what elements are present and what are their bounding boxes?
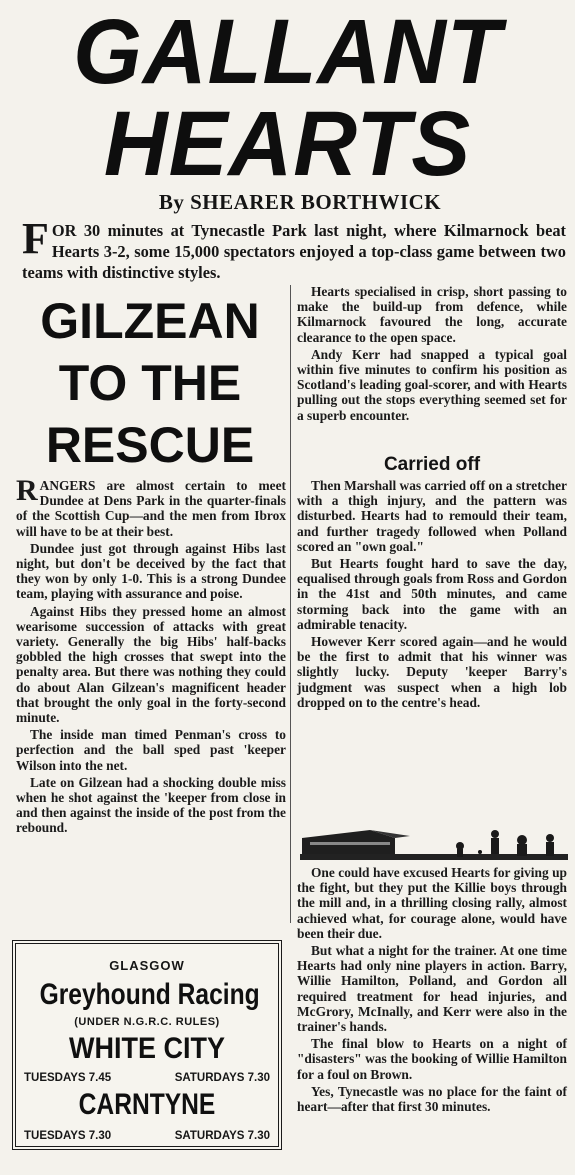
hearts-paragraph: Yes, Tynecastle was no place for the faint of heart—after that first 30 minutes. xyxy=(297,1083,567,1115)
hearts-paragraph: However Kerr scored again—and he would be the first to admit that his winner was slightly lucky. Deputy 'keeper Barry's judgment was suspect when a high lob dropped on to the centre's head. xyxy=(297,634,567,710)
hearts-article-bottom xyxy=(297,865,567,1116)
gilzean-headline-1: GILZEAN xyxy=(40,293,260,349)
gilzean-paragraph: The inside man timed Penman's cross to perfection and the ball sped past 'keeper Wilson into the net. xyxy=(16,727,286,773)
intro-paragraph xyxy=(22,214,566,283)
hearts-paragraph: Then Marshall was carried off on a stretcher with a thigh injury, and the pattern was disturbed. Hearts had to remould their team, and further tragedy followed when Polland scored an "own goal." xyxy=(297,478,567,554)
column-divider xyxy=(290,285,291,923)
ad-title: Greyhound Racing xyxy=(39,978,260,1011)
headline-line-1: GALLANT xyxy=(73,1,502,103)
hearts-paragraph: Hearts specialised in crisp, short passing to make the build-up from defence, while Kilmarnock favoured the long, accurate clearance to the open space. xyxy=(297,284,567,345)
ad-venue2-saturday: SATURDAYS 7.30 xyxy=(174,1130,270,1142)
intro-dropcap: F xyxy=(22,214,49,263)
ad-city: GLASGOW xyxy=(109,958,185,973)
hearts-paragraph: One could have excused Hearts for giving up the fight, but they put the Killie boys through the mill and, in a thrilling closing rally, almost achieved what, for courage alone, would have been their due. xyxy=(297,865,567,941)
carried-off-subhead: Carried off xyxy=(383,454,481,475)
ad-venue-white-city: WHITE CITY xyxy=(68,1032,225,1065)
byline: By SHEARER BORTHWICK xyxy=(158,190,442,214)
hearts-paragraph: Andy Kerr had snapped a typical goal within five minutes to confirm his position as Scotland's leading goal-scorer, and with Hearts pulling out the stops everything seemed set for a superb encounter. xyxy=(297,346,567,423)
hearts-article-mid xyxy=(297,478,567,712)
gilzean-paragraph xyxy=(16,474,286,539)
hearts-paragraph: But Hearts fought hard to save the day, equalised through goals from Ross and Gordon in the 41st and 50th minutes, and came storming back into the game with an admirable tenacity. xyxy=(297,556,567,632)
hearts-article-top xyxy=(297,284,567,425)
ad-rules: (UNDER N.G.R.C. RULES) xyxy=(74,1016,220,1028)
gilzean-paragraph: Dundee just got through against Hibs last night, but don't be deceived by the fact that they won by only 1-0. This is a strong Dundee team, playing with assurance and poise. xyxy=(16,540,286,602)
gilzean-article xyxy=(16,474,286,838)
football-illustration xyxy=(300,824,568,860)
headline-line-2: HEARTS xyxy=(103,93,472,195)
hearts-paragraph: The final blow to Hearts on a night of "disasters" was the booking of Willie Hamilton for a foul on Brown. xyxy=(297,1036,567,1082)
gilzean-headline-3: RESCUE xyxy=(45,417,255,473)
ad-venue2-tuesday: TUESDAYS 7.30 xyxy=(24,1130,112,1142)
gilzean-dropcap: R xyxy=(16,474,38,507)
greyhound-racing-advert xyxy=(12,940,282,1150)
gilzean-paragraph: Late on Gilzean had a shocking double miss when he shot against the 'keeper from close in and then against the inside of the post from the rebound. xyxy=(16,774,286,836)
ad-venue1-tuesday: TUESDAYS 7.45 xyxy=(24,1072,112,1084)
intro-text: OR 30 minutes at Tynecastle Park last night, where Kilmarnock beat Hearts 3-2, some 15,000 spectators enjoyed a top-class game between two teams with distinctive styles. xyxy=(22,221,566,282)
ad-venue-carntyne: CARNTYNE xyxy=(78,1088,216,1121)
gilzean-text: ANGERS are almost certain to meet Dundee at Dens Park in the quarter-finals of the Scottish Cup—and the men from Ibrox will have to be at their best. xyxy=(16,478,286,539)
hearts-paragraph: But what a night for the trainer. At one time Hearts had only nine players in action. Barry, Willie Hamilton, Polland, and Gordon all required treatment for head injuries, and McGrory, McInally, and Kerr were also in the trainer's hands. xyxy=(297,943,567,1035)
gilzean-headline-2: TO THE xyxy=(58,355,242,411)
ad-venue1-saturday: SATURDAYS 7.30 xyxy=(174,1072,270,1084)
gilzean-paragraph: Against Hibs they pressed home an almost wearisome succession of attacks with great variety. Generally the big Hibs' half-backs gobbled the high crosses that swept into the penalty area. But there was nothing they could do about Alan Gilzean's magnificent header that brought the only goal in the forty-second minute. xyxy=(16,603,286,726)
